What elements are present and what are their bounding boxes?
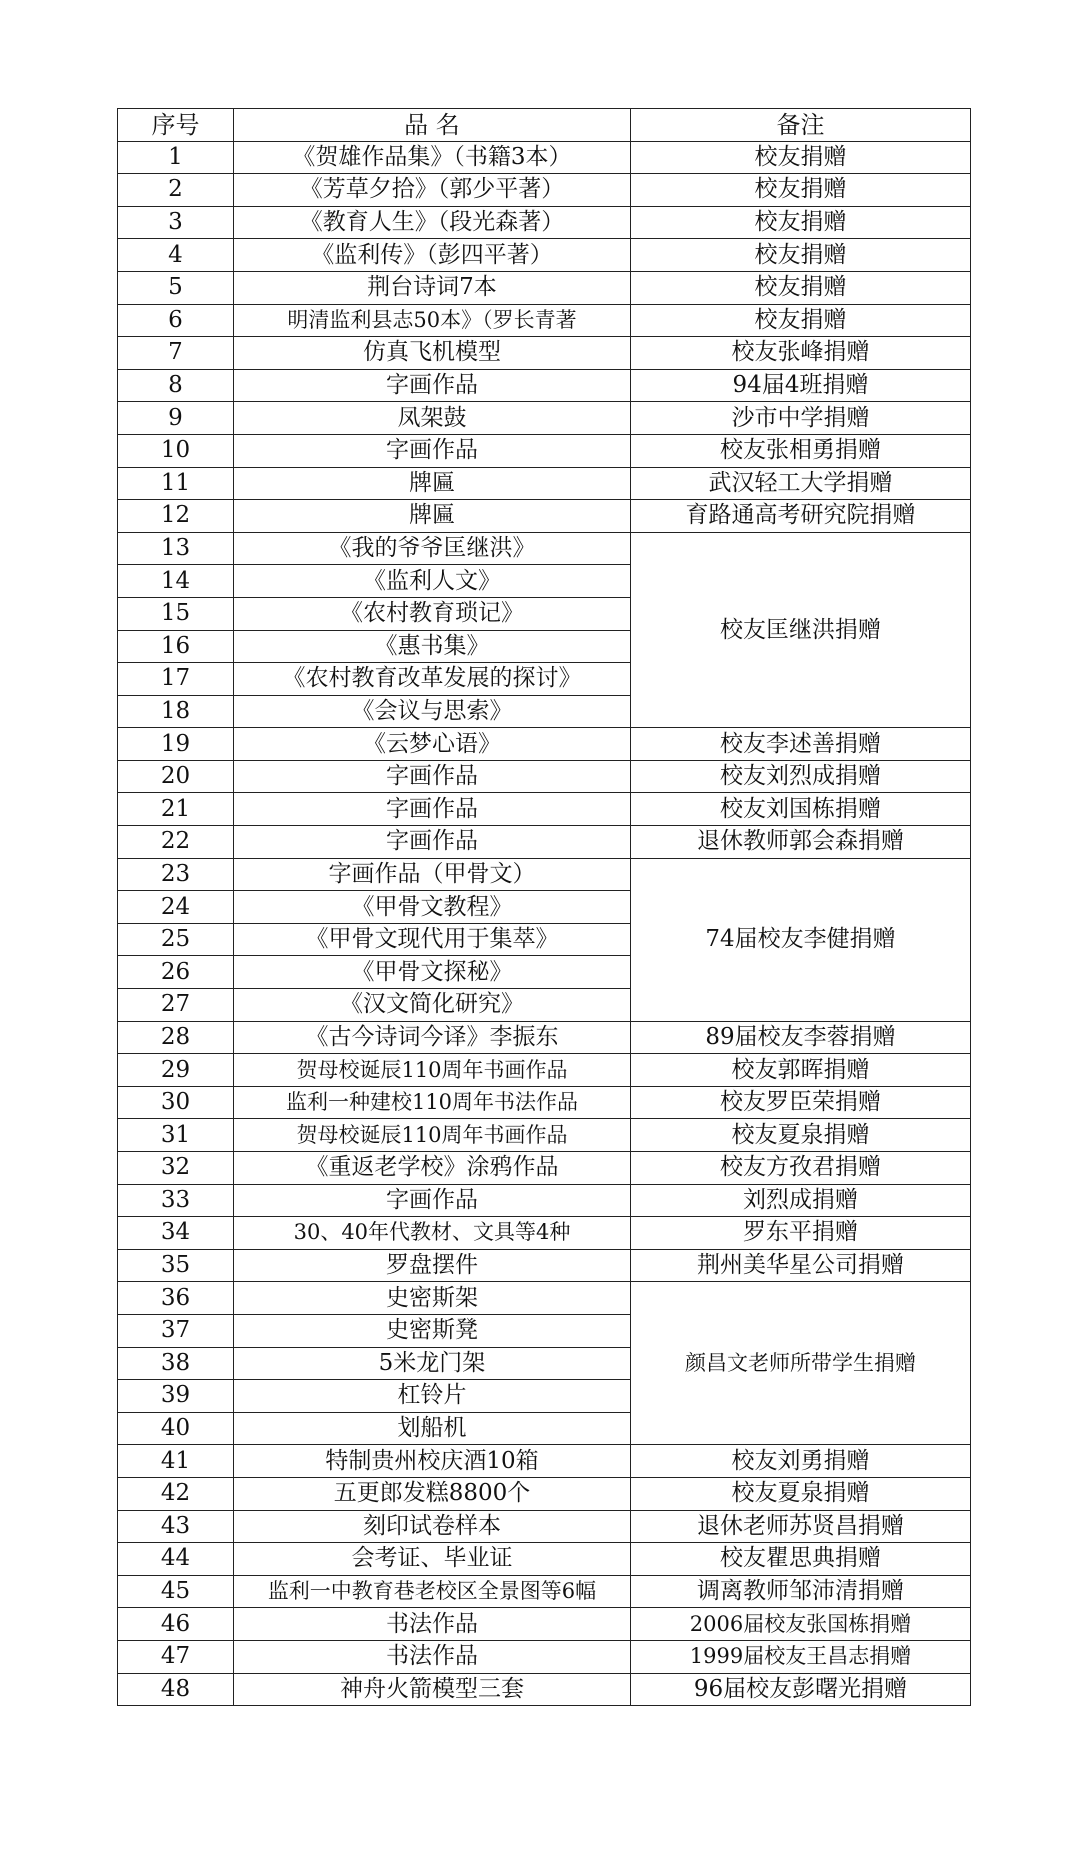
row-number: 19 (118, 728, 234, 761)
item-name-cell: 牌匾 (234, 500, 631, 533)
item-name-cell: 《农村教育改革发展的探讨》 (234, 663, 631, 696)
item-name-cell: 《甲骨文探秘》 (234, 956, 631, 989)
item-name-cell: 凤架鼓 (234, 402, 631, 435)
row-number: 22 (118, 826, 234, 859)
item-name-cell: 30、40年代教材、文具等4种 (234, 1217, 631, 1250)
table-row (118, 532, 971, 565)
item-name-cell: 字画作品（甲骨文） (234, 858, 631, 891)
item-name-cell: 《甲骨文现代用于集萃》 (234, 923, 631, 956)
table-row (118, 271, 971, 304)
table-row (118, 1673, 971, 1706)
row-number: 47 (118, 1640, 234, 1673)
item-name-cell: 监利一中教育巷老校区全景图等6幅 (234, 1575, 631, 1608)
item-name-cell: 字画作品 (234, 793, 631, 826)
remarks-cell: 校友刘烈成捐赠 (631, 760, 971, 793)
row-number: 20 (118, 760, 234, 793)
item-name-cell: 《古今诗词今译》李振东 (234, 1021, 631, 1054)
remarks-cell: 校友张相勇捐赠 (631, 434, 971, 467)
table-row (118, 141, 971, 174)
remarks-cell: 校友刘勇捐赠 (631, 1445, 971, 1478)
item-name-cell: 特制贵州校庆酒10箱 (234, 1445, 631, 1478)
item-name-cell: 5米龙门架 (234, 1347, 631, 1380)
row-number: 2 (118, 174, 234, 207)
remarks-cell: 校友捐赠 (631, 141, 971, 174)
item-name-cell: 明清监利县志50本》（罗长青著 (234, 304, 631, 337)
row-number: 26 (118, 956, 234, 989)
remarks-cell: 96届校友彭曙光捐赠 (631, 1673, 971, 1706)
row-number: 16 (118, 630, 234, 663)
table-row (118, 1054, 971, 1087)
table-row (118, 337, 971, 370)
table-row (118, 1510, 971, 1543)
item-name-cell: 监利一种建校110周年书法作品 (234, 1086, 631, 1119)
remarks-cell: 退休老师苏贤昌捐赠 (631, 1510, 971, 1543)
row-number: 10 (118, 434, 234, 467)
table-row (118, 728, 971, 761)
row-number: 11 (118, 467, 234, 500)
remarks-cell: 校友夏泉捐赠 (631, 1477, 971, 1510)
table-row (118, 1119, 971, 1152)
item-name-cell: 《农村教育琐记》 (234, 597, 631, 630)
table-row (118, 206, 971, 239)
item-name-cell: 《重返老学校》涂鸦作品 (234, 1152, 631, 1185)
item-name-cell: 划船机 (234, 1412, 631, 1445)
table-row (118, 1249, 971, 1282)
table-row (118, 1477, 971, 1510)
table-row (118, 760, 971, 793)
item-name-cell: 字画作品 (234, 760, 631, 793)
item-name-cell: 罗盘摆件 (234, 1249, 631, 1282)
item-name-cell: 牌匾 (234, 467, 631, 500)
remarks-cell: 校友捐赠 (631, 239, 971, 272)
row-number: 43 (118, 1510, 234, 1543)
row-number: 3 (118, 206, 234, 239)
row-number: 17 (118, 663, 234, 696)
remarks-cell: 校友瞿思典捐赠 (631, 1543, 971, 1576)
row-number: 5 (118, 271, 234, 304)
item-name-cell: 《惠书集》 (234, 630, 631, 663)
table-row (118, 1575, 971, 1608)
row-number: 29 (118, 1054, 234, 1087)
item-name-cell: 书法作品 (234, 1608, 631, 1641)
item-name-cell: 史密斯架 (234, 1282, 631, 1315)
remarks-cell: 育路通高考研究院捐赠 (631, 500, 971, 533)
item-name-cell: 《云梦心语》 (234, 728, 631, 761)
item-name-cell: 刻印试卷样本 (234, 1510, 631, 1543)
item-name-cell: 《贺雄作品集》（书籍3本） (234, 141, 631, 174)
row-number: 9 (118, 402, 234, 435)
table-row (118, 467, 971, 500)
remarks-cell: 校友捐赠 (631, 271, 971, 304)
row-number: 48 (118, 1673, 234, 1706)
table-row (118, 402, 971, 435)
remarks-cell: 校友方孜君捐赠 (631, 1152, 971, 1185)
row-number: 23 (118, 858, 234, 891)
item-name-cell: 贺母校诞辰110周年书画作品 (234, 1054, 631, 1087)
row-number: 1 (118, 141, 234, 174)
item-name-cell: 《会议与思索》 (234, 695, 631, 728)
item-name-cell: 荆台诗词7本 (234, 271, 631, 304)
row-number: 21 (118, 793, 234, 826)
row-number: 35 (118, 1249, 234, 1282)
remarks-cell: 94届4班捐赠 (631, 369, 971, 402)
remarks-cell: 校友捐赠 (631, 206, 971, 239)
row-number: 37 (118, 1314, 234, 1347)
table-row (118, 434, 971, 467)
item-name-cell: 五更郎发糕8800个 (234, 1477, 631, 1510)
remarks-cell: 校友捐赠 (631, 304, 971, 337)
item-name-cell: 《监利人文》 (234, 565, 631, 598)
table-row (118, 1086, 971, 1119)
donation-table (117, 108, 971, 1706)
item-name-cell: 神舟火箭模型三套 (234, 1673, 631, 1706)
row-number: 6 (118, 304, 234, 337)
row-number: 44 (118, 1543, 234, 1576)
remarks-cell: 武汉轻工大学捐赠 (631, 467, 971, 500)
remarks-cell: 74届校友李健捐赠 (631, 858, 971, 1021)
item-name-cell: 杠铃片 (234, 1380, 631, 1413)
item-name-cell: 《汉文简化研究》 (234, 989, 631, 1022)
table-row (118, 369, 971, 402)
remarks-cell: 校友李述善捐赠 (631, 728, 971, 761)
header-remarks: 备注 (631, 109, 971, 142)
item-name-cell: 《甲骨文教程》 (234, 891, 631, 924)
item-name-cell: 字画作品 (234, 369, 631, 402)
row-number: 28 (118, 1021, 234, 1054)
remarks-cell: 校友罗臣荣捐赠 (631, 1086, 971, 1119)
remarks-cell: 校友张峰捐赠 (631, 337, 971, 370)
row-number: 40 (118, 1412, 234, 1445)
table-row (118, 1608, 971, 1641)
table-row (118, 1152, 971, 1185)
item-name-cell: 《监利传》（彭四平著） (234, 239, 631, 272)
item-name-cell: 史密斯凳 (234, 1314, 631, 1347)
row-number: 31 (118, 1119, 234, 1152)
row-number: 14 (118, 565, 234, 598)
row-number: 18 (118, 695, 234, 728)
row-number: 36 (118, 1282, 234, 1315)
table-row (118, 1640, 971, 1673)
remarks-cell: 退休教师郭会森捐赠 (631, 826, 971, 859)
table-row (118, 1543, 971, 1576)
row-number: 34 (118, 1217, 234, 1250)
item-name-cell: 仿真飞机模型 (234, 337, 631, 370)
item-name-cell: 《我的爷爷匡继洪》 (234, 532, 631, 565)
header-item-name: 品 名 (234, 109, 631, 142)
row-number: 46 (118, 1608, 234, 1641)
row-number: 42 (118, 1477, 234, 1510)
item-name-cell: 字画作品 (234, 826, 631, 859)
row-number: 7 (118, 337, 234, 370)
remarks-cell: 1999届校友王昌志捐赠 (631, 1640, 971, 1673)
table-row (118, 304, 971, 337)
remarks-cell: 2006届校友张国栋捐赠 (631, 1608, 971, 1641)
row-number: 8 (118, 369, 234, 402)
remarks-cell: 刘烈成捐赠 (631, 1184, 971, 1217)
table-body (118, 141, 971, 1706)
remarks-cell: 校友夏泉捐赠 (631, 1119, 971, 1152)
table-row (118, 1184, 971, 1217)
item-name-cell: 字画作品 (234, 1184, 631, 1217)
table-row (118, 793, 971, 826)
table-row (118, 1445, 971, 1478)
row-number: 4 (118, 239, 234, 272)
remarks-cell: 颜昌文老师所带学生捐赠 (631, 1282, 971, 1445)
item-name-cell: 字画作品 (234, 434, 631, 467)
remarks-cell: 校友匡继洪捐赠 (631, 532, 971, 728)
item-name-cell: 书法作品 (234, 1640, 631, 1673)
item-name-cell: 贺母校诞辰110周年书画作品 (234, 1119, 631, 1152)
header-number: 序号 (118, 109, 234, 142)
row-number: 15 (118, 597, 234, 630)
table-row (118, 239, 971, 272)
remarks-cell: 罗东平捐赠 (631, 1217, 971, 1250)
row-number: 25 (118, 923, 234, 956)
remarks-cell: 校友刘国栋捐赠 (631, 793, 971, 826)
row-number: 30 (118, 1086, 234, 1119)
row-number: 45 (118, 1575, 234, 1608)
table-row (118, 1282, 971, 1315)
row-number: 41 (118, 1445, 234, 1478)
remarks-cell: 89届校友李蓉捐赠 (631, 1021, 971, 1054)
remarks-cell: 调离教师邹沛清捐赠 (631, 1575, 971, 1608)
row-number: 27 (118, 989, 234, 1022)
row-number: 33 (118, 1184, 234, 1217)
remarks-cell: 荆州美华星公司捐赠 (631, 1249, 971, 1282)
row-number: 13 (118, 532, 234, 565)
table-row (118, 174, 971, 207)
table-row (118, 826, 971, 859)
table-row (118, 1217, 971, 1250)
row-number: 12 (118, 500, 234, 533)
row-number: 24 (118, 891, 234, 924)
item-name-cell: 《芳草夕拾》（郭少平著） (234, 174, 631, 207)
row-number: 38 (118, 1347, 234, 1380)
item-name-cell: 《教育人生》（段光森著） (234, 206, 631, 239)
table-row (118, 500, 971, 533)
header-row (118, 109, 971, 142)
row-number: 32 (118, 1152, 234, 1185)
table-row (118, 858, 971, 891)
row-number: 39 (118, 1380, 234, 1413)
remarks-cell: 校友捐赠 (631, 174, 971, 207)
item-name-cell: 会考证、毕业证 (234, 1543, 631, 1576)
remarks-cell: 校友郭晖捐赠 (631, 1054, 971, 1087)
remarks-cell: 沙市中学捐赠 (631, 402, 971, 435)
table-row (118, 1021, 971, 1054)
